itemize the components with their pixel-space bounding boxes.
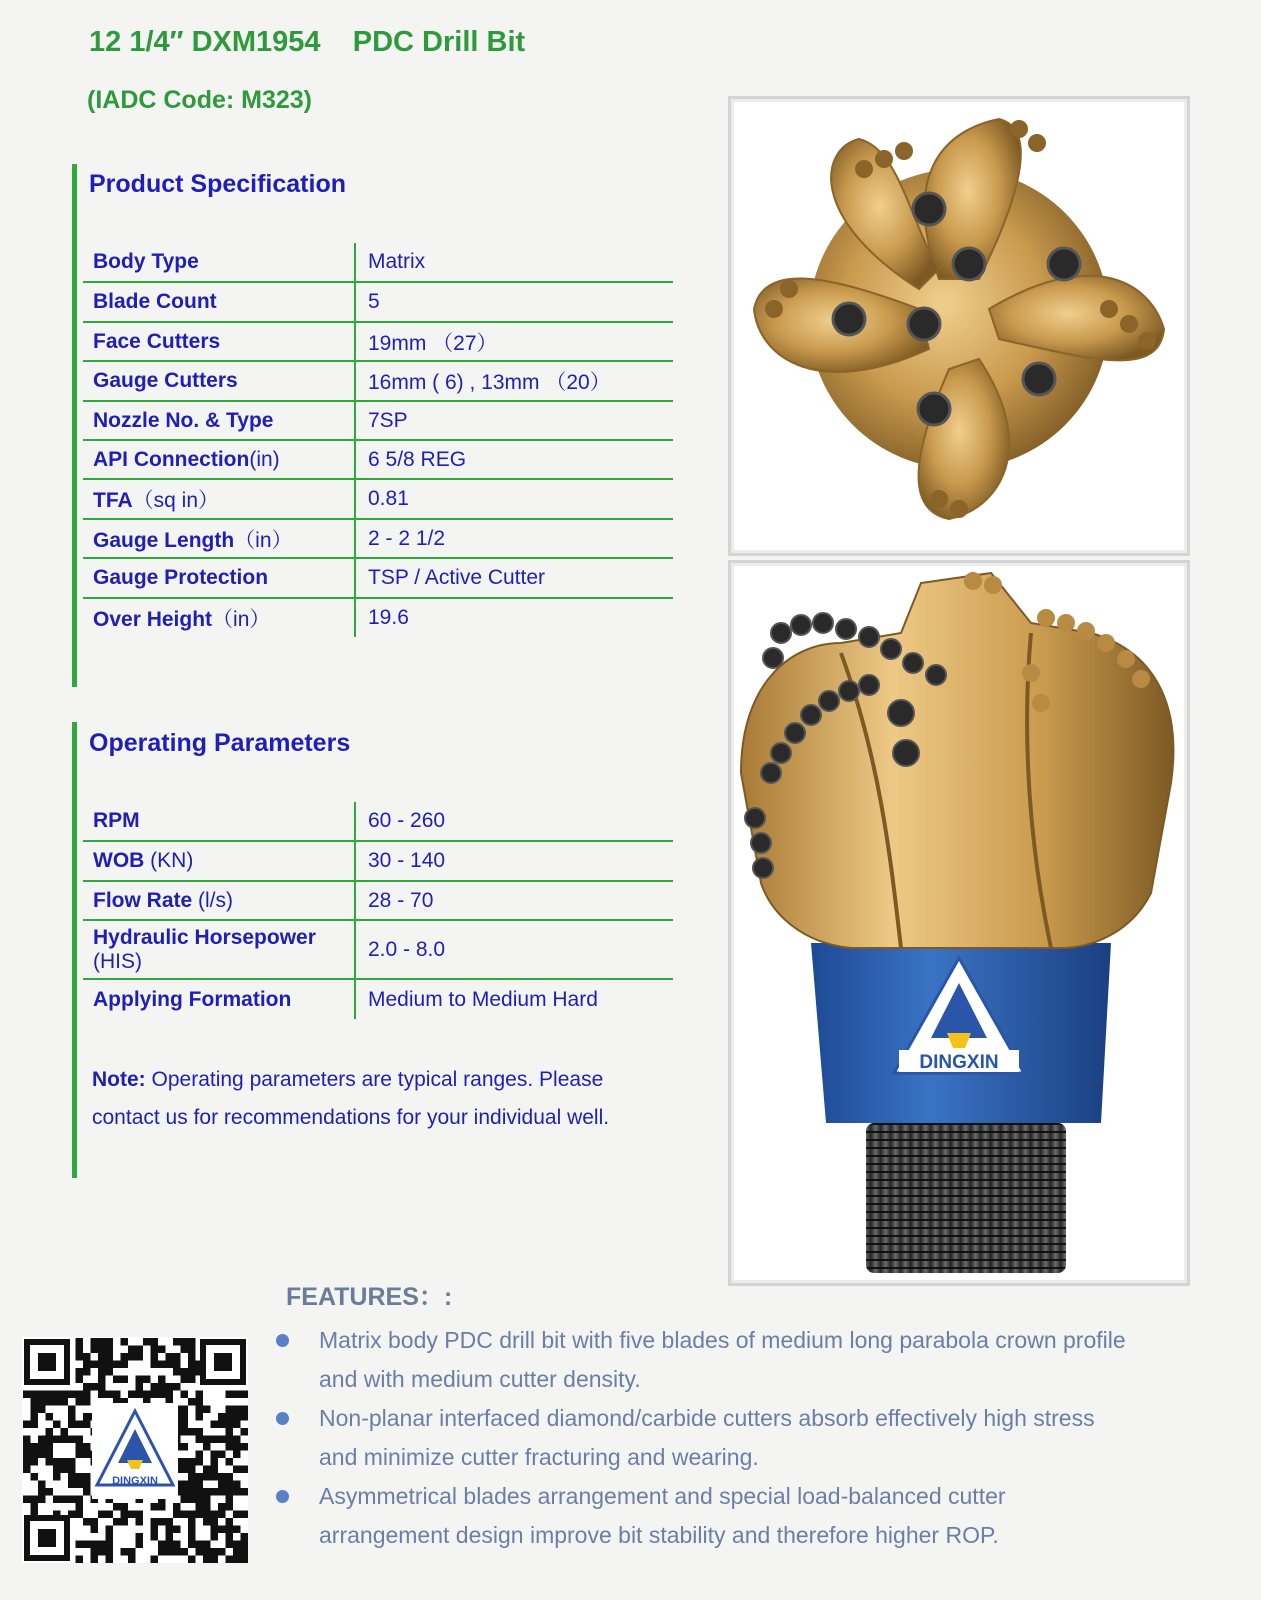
drill-bit-top-illustration: [731, 99, 1187, 553]
row-label: [83, 979, 355, 1019]
row-label-text: Flow Rate: [93, 888, 193, 912]
qr-code-graphic: [22, 1337, 248, 1563]
product-spec-heading: Product Specification: [89, 170, 346, 198]
row-unit: (HIS): [93, 949, 142, 973]
page-title: 12 1/4″ DXM1954 PDC Drill Bit: [89, 26, 526, 58]
table-row: [83, 558, 673, 598]
operating-params-heading: Operating Parameters: [89, 729, 351, 757]
row-label-text: Gauge Protection: [93, 566, 269, 589]
bullet-icon: [276, 1334, 289, 1347]
row-label-text: Hydraulic Horsepower: [93, 925, 316, 949]
row-label-text: Nozzle No. & Type: [93, 408, 274, 432]
feature-item: [276, 1321, 1136, 1399]
table-row: [83, 282, 673, 322]
row-value: 0.81: [368, 487, 409, 510]
table-row: [83, 322, 673, 361]
row-value: 2 - 2 1/2: [368, 526, 446, 550]
table-row: [83, 479, 673, 519]
drill-bit-side-illustration: [731, 563, 1187, 1283]
row-label-text: WOB: [93, 849, 145, 872]
table-row: [83, 401, 673, 440]
row-unit: （in）: [234, 528, 293, 552]
row-label-text: Over Height: [93, 608, 213, 631]
row-label-text: TFA: [93, 489, 133, 512]
feature-item: [276, 1477, 1136, 1555]
iadc-code: (IADC Code: M323): [87, 86, 313, 114]
row-value: TSP / Active Cutter: [368, 566, 546, 589]
row-label: [83, 841, 355, 881]
row-unit: (KN): [144, 849, 194, 872]
table-row: [83, 881, 673, 920]
row-label: [83, 361, 355, 401]
table-row: [83, 361, 673, 401]
row-label: [83, 558, 355, 598]
side-logo-text: DINGXIN: [919, 1052, 999, 1073]
operating-params-table: [83, 802, 673, 1019]
row-label: [83, 401, 355, 440]
row-label: [83, 598, 355, 637]
row-label: [83, 802, 355, 841]
row-label-text: Applying Formation: [93, 987, 292, 1011]
row-unit: （sq in）: [132, 489, 220, 512]
note-label: Note:: [92, 1068, 146, 1091]
row-label: [83, 440, 355, 479]
product-spec-table: [83, 243, 673, 637]
table-row: [83, 519, 673, 558]
row-label-text: Gauge Length: [93, 528, 235, 552]
row-value: 30 - 140: [368, 849, 446, 872]
table-row: [83, 841, 673, 881]
row-label: [83, 243, 355, 282]
row-unit: (l/s): [192, 888, 234, 912]
row-label-text: RPM: [93, 809, 140, 832]
drill-bit-top-photo: [728, 96, 1190, 556]
row-unit: （in）: [212, 608, 271, 631]
feature-text: Asymmetrical blades arrangement and special load-balanced cutter arrangement design improve bit stability and therefore higher ROP.: [319, 1483, 1006, 1548]
table-row: [83, 802, 673, 841]
qr-code: [22, 1337, 248, 1563]
row-label: [83, 282, 355, 322]
row-value: 5: [368, 290, 380, 313]
row-value: 60 - 260: [368, 809, 446, 832]
table-row: [83, 920, 673, 979]
product-spec-section: [72, 164, 611, 687]
row-label: [83, 920, 355, 979]
note-text: Operating parameters are typical ranges. Please contact us for recommendations for your individual well.: [92, 1068, 610, 1129]
row-value: 28 - 70: [368, 888, 434, 912]
bullet-icon: [276, 1412, 289, 1425]
features-list: [276, 1321, 1136, 1555]
row-label: [83, 322, 355, 361]
row-value: 16mm ( 6) , 13mm （20）: [368, 371, 611, 394]
row-label-text: API Connection: [93, 447, 250, 471]
row-label-text: Blade Count: [93, 290, 217, 313]
row-label: [83, 479, 355, 519]
feature-text: Matrix body PDC drill bit with five blades of medium long parabola crown profile and with medium cutter density.: [319, 1327, 1126, 1392]
table-row: [83, 243, 673, 282]
row-value: 19mm （27）: [368, 331, 498, 355]
row-label: [83, 519, 355, 558]
row-value: Matrix: [368, 250, 426, 273]
row-label: [83, 881, 355, 920]
row-value: 6 5/8 REG: [368, 447, 467, 471]
features-heading: FEATURES：:: [286, 1283, 453, 1311]
row-label-text: Body Type: [93, 250, 199, 273]
table-row: [83, 598, 673, 637]
table-row: [83, 440, 673, 479]
row-unit: (in): [249, 447, 280, 471]
row-label-text: Face Cutters: [93, 329, 221, 353]
drill-bit-side-photo: [728, 560, 1190, 1286]
bullet-icon: [276, 1490, 289, 1503]
feature-text: Non-planar interfaced diamond/carbide cutters absorb effectively high stress and minimize cutter fracturing and wearing.: [319, 1405, 1095, 1470]
qr-logo-text: DINGXIN: [112, 1475, 158, 1487]
operating-params-section: [72, 722, 610, 1178]
row-value: Medium to Medium Hard: [368, 987, 598, 1011]
row-label-text: Gauge Cutters: [93, 369, 238, 392]
table-row: [83, 979, 673, 1019]
feature-item: [276, 1399, 1136, 1477]
row-value: 2.0 - 8.0: [368, 937, 446, 961]
operating-note: [92, 1061, 672, 1137]
row-value: 19.6: [368, 606, 409, 629]
row-value: 7SP: [368, 408, 408, 432]
